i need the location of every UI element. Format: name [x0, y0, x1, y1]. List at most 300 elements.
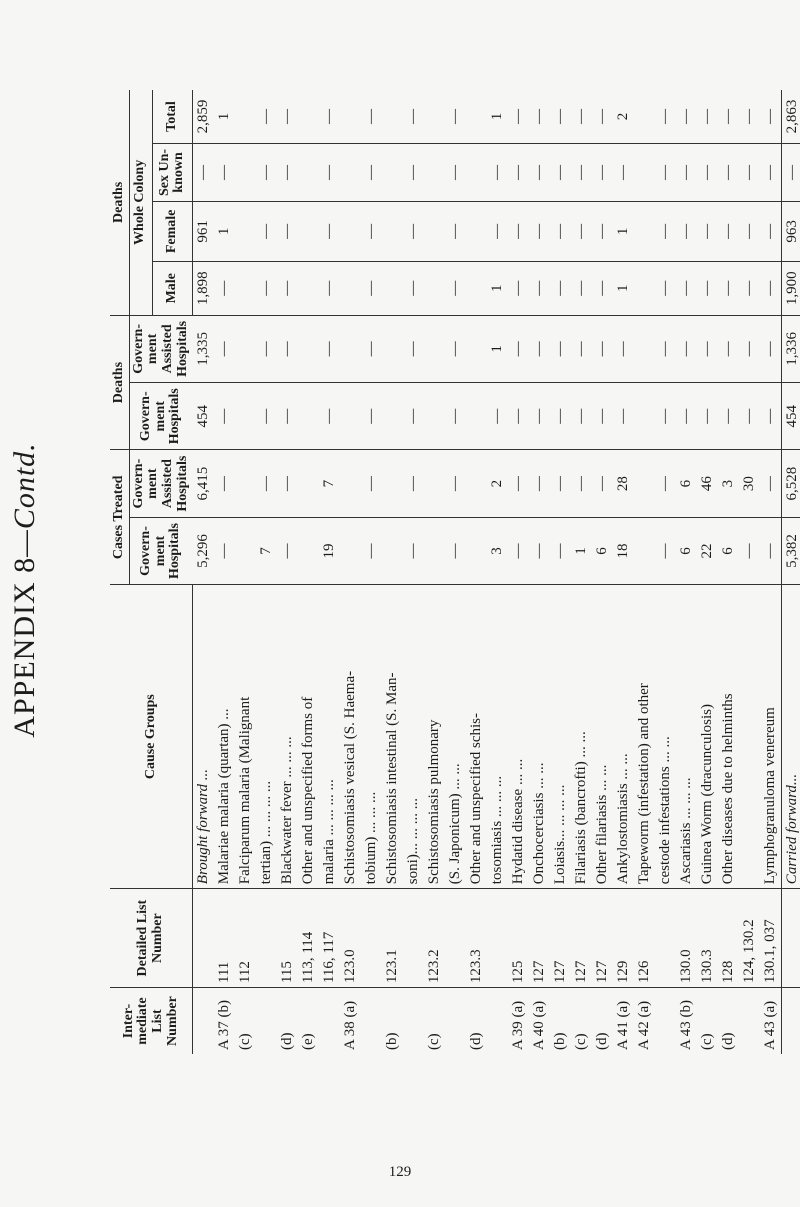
cell-f: 1: [613, 201, 634, 261]
cell-u: —: [697, 144, 718, 202]
cell-ca: —: [214, 450, 235, 517]
cell-ca: [424, 450, 445, 517]
cell-dg: [466, 383, 487, 450]
cell-ci: —: [403, 517, 424, 584]
table-row: [382, 90, 403, 1054]
table-row: [256, 90, 277, 1054]
table-row: [403, 90, 424, 1054]
cell-dg: —: [529, 383, 550, 450]
cell-u: —: [718, 144, 739, 202]
cell-detail: 115: [277, 889, 298, 988]
cell-u: —: [592, 144, 613, 202]
cell-f: —: [739, 201, 760, 261]
cell-t: —: [551, 109, 568, 124]
cell-ca: —: [256, 450, 277, 517]
cell-dg: 454: [781, 383, 800, 450]
table-row: [298, 90, 319, 1054]
cell-detail: 112: [235, 889, 256, 988]
cell-dg: —: [697, 383, 718, 450]
cell-ci: —: [739, 517, 760, 584]
cell-ca: 46: [697, 450, 718, 517]
cell-f: —: [319, 201, 340, 261]
cell-da: —: [655, 315, 676, 382]
cell-inter: [655, 988, 676, 1054]
table-row: [760, 90, 782, 1054]
cell-detail: 116, 117: [319, 889, 340, 988]
table-body: [192, 90, 800, 1054]
cell-inter: A 38 (a): [340, 988, 361, 1054]
cell-dg: —: [361, 383, 382, 450]
cell-detail: [361, 889, 382, 988]
cell-inter: A 37 (b): [214, 988, 235, 1054]
title-main: APPENDIX 8: [8, 556, 41, 738]
cell-t: —: [719, 109, 736, 124]
cell-u: —: [192, 144, 214, 202]
cell-ci: [298, 517, 319, 584]
header-sex-unknown: Sex Un-known: [152, 144, 192, 202]
cell-m: —: [655, 261, 676, 315]
cell-detail: [655, 889, 676, 988]
cell-ca: —: [592, 450, 613, 517]
cell-ci: 6: [676, 517, 697, 584]
cell-u: —: [277, 144, 298, 202]
cell-t: —: [446, 109, 463, 124]
cell-ca: 6: [676, 450, 697, 517]
header-whole-colony: Whole Colony: [129, 90, 152, 315]
cell-detail: [487, 889, 508, 988]
cell-f: —: [403, 201, 424, 261]
cell-inter: (d): [277, 988, 298, 1054]
cell-f: [340, 201, 361, 261]
cell-cause: Schistosomiasis pulmonary: [424, 585, 445, 889]
cell-t: [466, 90, 487, 144]
cell-inter: [487, 988, 508, 1054]
cell-cause: Other and unspecified forms of: [298, 585, 319, 889]
cell-m: 1: [487, 261, 508, 315]
cell-t: —: [698, 109, 715, 124]
cell-f: —: [445, 201, 466, 261]
table-row: [277, 90, 298, 1054]
rotated-table-page: [0, 90, 800, 1090]
header-deaths-colony: Deaths: [110, 90, 129, 315]
cell-f: —: [487, 201, 508, 261]
cell-dg: —: [550, 383, 571, 450]
cell-m: 1,900: [781, 261, 800, 315]
cell-detail: [403, 889, 424, 988]
table-row: [319, 90, 340, 1054]
cell-ci: —: [214, 517, 235, 584]
cell-u: —: [550, 144, 571, 202]
cell-inter: [739, 988, 760, 1054]
cell-u: —: [655, 144, 676, 202]
table-row: [718, 90, 739, 1054]
table-row: [508, 90, 529, 1054]
cell-ca: [634, 450, 655, 517]
cell-ca: [298, 450, 319, 517]
cell-u: —: [781, 144, 800, 202]
cell-da: —: [403, 315, 424, 382]
cell-f: [466, 201, 487, 261]
cell-cause: tobium) ... ... ...: [361, 585, 382, 889]
cell-da: [424, 315, 445, 382]
cell-u: —: [487, 144, 508, 202]
cell-ca: —: [655, 450, 676, 517]
cell-ci: [340, 517, 361, 584]
table-row: [192, 90, 214, 1054]
cell-m: 1,898: [192, 261, 214, 315]
table-row: [487, 90, 508, 1054]
table-row: [676, 90, 697, 1054]
cell-detail: 123.1: [382, 889, 403, 988]
table-row: [781, 90, 800, 1054]
title-suffix: —Contd.: [8, 442, 41, 557]
cell-t: —: [656, 109, 673, 124]
cell-m: —: [550, 261, 571, 315]
cell-dg: [340, 383, 361, 450]
cell-ci: —: [361, 517, 382, 584]
table-row: [634, 90, 655, 1054]
header-cases-assisted: Govern-ment Assisted Hospitals: [129, 450, 192, 517]
cell-m: [466, 261, 487, 315]
cell-da: —: [739, 315, 760, 382]
cell-inter: (c): [697, 988, 718, 1054]
table-row: [613, 90, 634, 1054]
cell-cause: Filariasis (bancrofti) ... ...: [571, 585, 592, 889]
cell-inter: (d): [592, 988, 613, 1054]
table-row: [697, 90, 718, 1054]
cell-m: —: [319, 261, 340, 315]
cell-m: —: [571, 261, 592, 315]
cell-u: —: [403, 144, 424, 202]
cell-t: —: [362, 109, 379, 124]
cell-u: —: [214, 144, 235, 202]
header-cases-gov: Govern-ment Hospitals: [129, 517, 192, 584]
cell-f: 963: [781, 201, 800, 261]
header-deaths-gov: Govern-ment Hospitals: [129, 383, 192, 450]
cell-f: —: [277, 201, 298, 261]
cell-t: —: [572, 109, 589, 124]
cell-da: —: [445, 315, 466, 382]
cell-ca: —: [277, 450, 298, 517]
cell-da: 1: [487, 315, 508, 382]
cell-da: [466, 315, 487, 382]
cell-ca: [340, 450, 361, 517]
cell-da: —: [760, 315, 782, 382]
cell-m: —: [760, 261, 782, 315]
cell-u: —: [361, 144, 382, 202]
cell-t: —: [677, 109, 694, 124]
cell-ci: [235, 517, 256, 584]
cell-detail: 127: [550, 889, 571, 988]
cell-dg: —: [214, 383, 235, 450]
cell-ca: [466, 450, 487, 517]
cell-f: [382, 201, 403, 261]
cell-inter: (c): [424, 988, 445, 1054]
cell-ci: —: [529, 517, 550, 584]
cell-ca: 6,415: [192, 450, 214, 517]
cell-da: [382, 315, 403, 382]
cell-u: —: [613, 144, 634, 202]
cell-cause: tosomiasis ... ... ...: [487, 585, 508, 889]
cell-detail: [781, 889, 800, 988]
cell-da: —: [529, 315, 550, 382]
cell-ci: —: [277, 517, 298, 584]
cell-inter: (c): [235, 988, 256, 1054]
cell-m: [634, 261, 655, 315]
table-row: [592, 90, 613, 1054]
cell-inter: [319, 988, 340, 1054]
cell-f: —: [508, 201, 529, 261]
cell-cause: tertian) ... ... ... ...: [256, 585, 277, 889]
cell-t: 2,863: [781, 90, 800, 144]
page-title: [8, 100, 42, 1080]
cell-ca: —: [550, 450, 571, 517]
cell-detail: 130.3: [697, 889, 718, 988]
cell-da: [298, 315, 319, 382]
cell-da: [634, 315, 655, 382]
cell-m: —: [361, 261, 382, 315]
cell-da: —: [214, 315, 235, 382]
cell-dg: [298, 383, 319, 450]
header-male: Male: [152, 261, 192, 315]
cell-t: [298, 90, 319, 144]
cell-cause: Carried forward...: [781, 585, 800, 889]
cell-ca: —: [571, 450, 592, 517]
cell-ci: —: [508, 517, 529, 584]
cell-u: —: [676, 144, 697, 202]
cell-cause: soni)... ... ... ...: [403, 585, 424, 889]
cell-ca: 7: [319, 450, 340, 517]
cell-ca: 28: [613, 450, 634, 517]
cell-ci: [634, 517, 655, 584]
cell-inter: [445, 988, 466, 1054]
cell-inter: A 40 (a): [529, 988, 550, 1054]
cell-t: —: [740, 109, 757, 124]
cell-dg: [634, 383, 655, 450]
cell-m: —: [445, 261, 466, 315]
cell-ca: 30: [739, 450, 760, 517]
cell-dg: [424, 383, 445, 450]
cell-f: —: [550, 201, 571, 261]
cell-ca: [235, 450, 256, 517]
cell-detail: 127: [571, 889, 592, 988]
cell-t: —: [530, 109, 547, 124]
cell-dg: —: [487, 383, 508, 450]
cell-m: —: [718, 261, 739, 315]
cell-detail: 127: [592, 889, 613, 988]
cell-ci: 1: [571, 517, 592, 584]
cell-dg: —: [403, 383, 424, 450]
cell-ci: —: [655, 517, 676, 584]
cell-m: [424, 261, 445, 315]
cell-ci: [424, 517, 445, 584]
cell-cause: Guinea Worm (dracunculosis): [697, 585, 718, 889]
cell-da: —: [256, 315, 277, 382]
cell-detail: [445, 889, 466, 988]
cell-cause: Loiasis... ... ... ...: [550, 585, 571, 889]
cell-f: —: [361, 201, 382, 261]
table-row: [424, 90, 445, 1054]
cell-inter: A 41 (a): [613, 988, 634, 1054]
cell-detail: 127: [529, 889, 550, 988]
cell-inter: (d): [718, 988, 739, 1054]
table-row: [466, 90, 487, 1054]
cell-inter: (c): [571, 988, 592, 1054]
cell-da: —: [361, 315, 382, 382]
cell-inter: (b): [382, 988, 403, 1054]
cell-da: [235, 315, 256, 382]
cell-inter: [361, 988, 382, 1054]
table-row: [571, 90, 592, 1054]
cell-inter: [781, 988, 800, 1054]
cell-t: —: [593, 109, 610, 124]
cell-ca: [382, 450, 403, 517]
cell-ci: —: [550, 517, 571, 584]
cell-cause: Malariae malaria (quartan) ...: [214, 585, 235, 889]
cell-t: —: [509, 109, 526, 124]
cell-cause: Blackwater fever ... ... ...: [277, 585, 298, 889]
table-row: [214, 90, 235, 1054]
cell-cause: Tapeworm (infestation) and other: [634, 585, 655, 889]
cell-detail: 130.1, 037: [760, 889, 782, 988]
cell-m: —: [592, 261, 613, 315]
cell-ci: —: [760, 517, 782, 584]
cell-cause: cestode infestations ... ...: [655, 585, 676, 889]
cell-detail: 123.0: [340, 889, 361, 988]
cell-da: —: [592, 315, 613, 382]
cell-f: [424, 201, 445, 261]
cell-t: —: [404, 109, 421, 124]
page-number: 129: [388, 1164, 412, 1180]
cell-ca: —: [403, 450, 424, 517]
cell-cause: Ankylostomiasis ... ...: [613, 585, 634, 889]
cell-t: [340, 90, 361, 144]
cell-detail: [192, 889, 214, 988]
cell-u: [634, 144, 655, 202]
cell-f: —: [571, 201, 592, 261]
cell-da: —: [697, 315, 718, 382]
cell-inter: (b): [550, 988, 571, 1054]
cell-u: —: [739, 144, 760, 202]
cell-detail: 126: [634, 889, 655, 988]
data-table: [110, 90, 800, 1054]
cell-detail: 125: [508, 889, 529, 988]
header-total: Total: [152, 90, 192, 144]
cell-da: —: [571, 315, 592, 382]
cell-detail: 129: [613, 889, 634, 988]
cell-m: —: [676, 261, 697, 315]
cell-t: [382, 90, 403, 144]
cell-da: —: [676, 315, 697, 382]
cell-u: [466, 144, 487, 202]
header-deaths-hospitals: Deaths: [110, 315, 129, 450]
cell-cause: Lymphogranuloma venereum: [760, 585, 782, 889]
cell-f: [634, 201, 655, 261]
cell-ci: 6: [592, 517, 613, 584]
cell-u: [298, 144, 319, 202]
cell-da: —: [718, 315, 739, 382]
cell-cause: malaria ... ... ... ...: [319, 585, 340, 889]
cell-dg: —: [613, 383, 634, 450]
cell-t: [424, 90, 445, 144]
cell-dg: [382, 383, 403, 450]
cell-da: —: [277, 315, 298, 382]
cell-u: —: [760, 144, 782, 202]
cell-m: 1: [613, 261, 634, 315]
cell-da: 1,336: [781, 315, 800, 382]
cell-detail: 128: [718, 889, 739, 988]
header-deaths-assisted: Govern-ment Assisted Hospitals: [129, 315, 192, 382]
cell-dg: —: [760, 383, 782, 450]
cell-cause: Hydatid disease ... ...: [508, 585, 529, 889]
cell-dg: —: [277, 383, 298, 450]
cell-t: 2,859: [194, 99, 211, 134]
cell-u: [424, 144, 445, 202]
cell-m: —: [277, 261, 298, 315]
cell-ci: [466, 517, 487, 584]
cell-detail: 111: [214, 889, 235, 988]
cell-m: —: [508, 261, 529, 315]
cell-ci: 18: [613, 517, 634, 584]
cell-f: —: [256, 201, 277, 261]
cell-da: 1,335: [192, 315, 214, 382]
cell-t: 1: [488, 112, 505, 121]
cell-m: —: [529, 261, 550, 315]
cell-m: [235, 261, 256, 315]
cell-f: —: [760, 201, 782, 261]
cell-t: 2: [614, 112, 631, 121]
cell-detail: 113, 114: [298, 889, 319, 988]
cell-dg: —: [592, 383, 613, 450]
cell-t: [235, 90, 256, 144]
cell-f: 961: [192, 201, 214, 261]
cell-cause: Other and unspecified schis-: [466, 585, 487, 889]
cell-detail: 123.3: [466, 889, 487, 988]
cell-inter: [256, 988, 277, 1054]
cell-cause: Other filariasis ... ...: [592, 585, 613, 889]
cell-dg: —: [256, 383, 277, 450]
cell-cause: Brought forward ...: [192, 585, 214, 889]
cell-t: —: [320, 109, 337, 124]
cell-f: 1: [214, 201, 235, 261]
cell-cause: Other diseases due to helminths: [718, 585, 739, 889]
cell-dg: —: [739, 383, 760, 450]
cell-dg: 454: [192, 383, 214, 450]
cell-inter: (d): [466, 988, 487, 1054]
cell-u: —: [571, 144, 592, 202]
cell-u: —: [529, 144, 550, 202]
cell-inter: A 43 (a): [760, 988, 782, 1054]
cell-da: —: [613, 315, 634, 382]
cell-cause: Schistosomiasis vesical (S. Haema-: [340, 585, 361, 889]
table-row: [340, 90, 361, 1054]
header-intermediate: Inter-mediate List Number: [110, 988, 192, 1054]
cell-u: —: [256, 144, 277, 202]
cell-ci: 5,382: [781, 517, 800, 584]
cell-f: —: [676, 201, 697, 261]
cell-u: [382, 144, 403, 202]
cell-da: —: [319, 315, 340, 382]
cell-t: —: [257, 109, 274, 124]
cell-dg: [235, 383, 256, 450]
cell-ca: 6,528: [781, 450, 800, 517]
cell-f: —: [592, 201, 613, 261]
cell-f: —: [718, 201, 739, 261]
cell-cause: Onchocerciasis ... ...: [529, 585, 550, 889]
cell-ci: 5,296: [192, 517, 214, 584]
cell-cause: [739, 585, 760, 889]
table-row: [739, 90, 760, 1054]
